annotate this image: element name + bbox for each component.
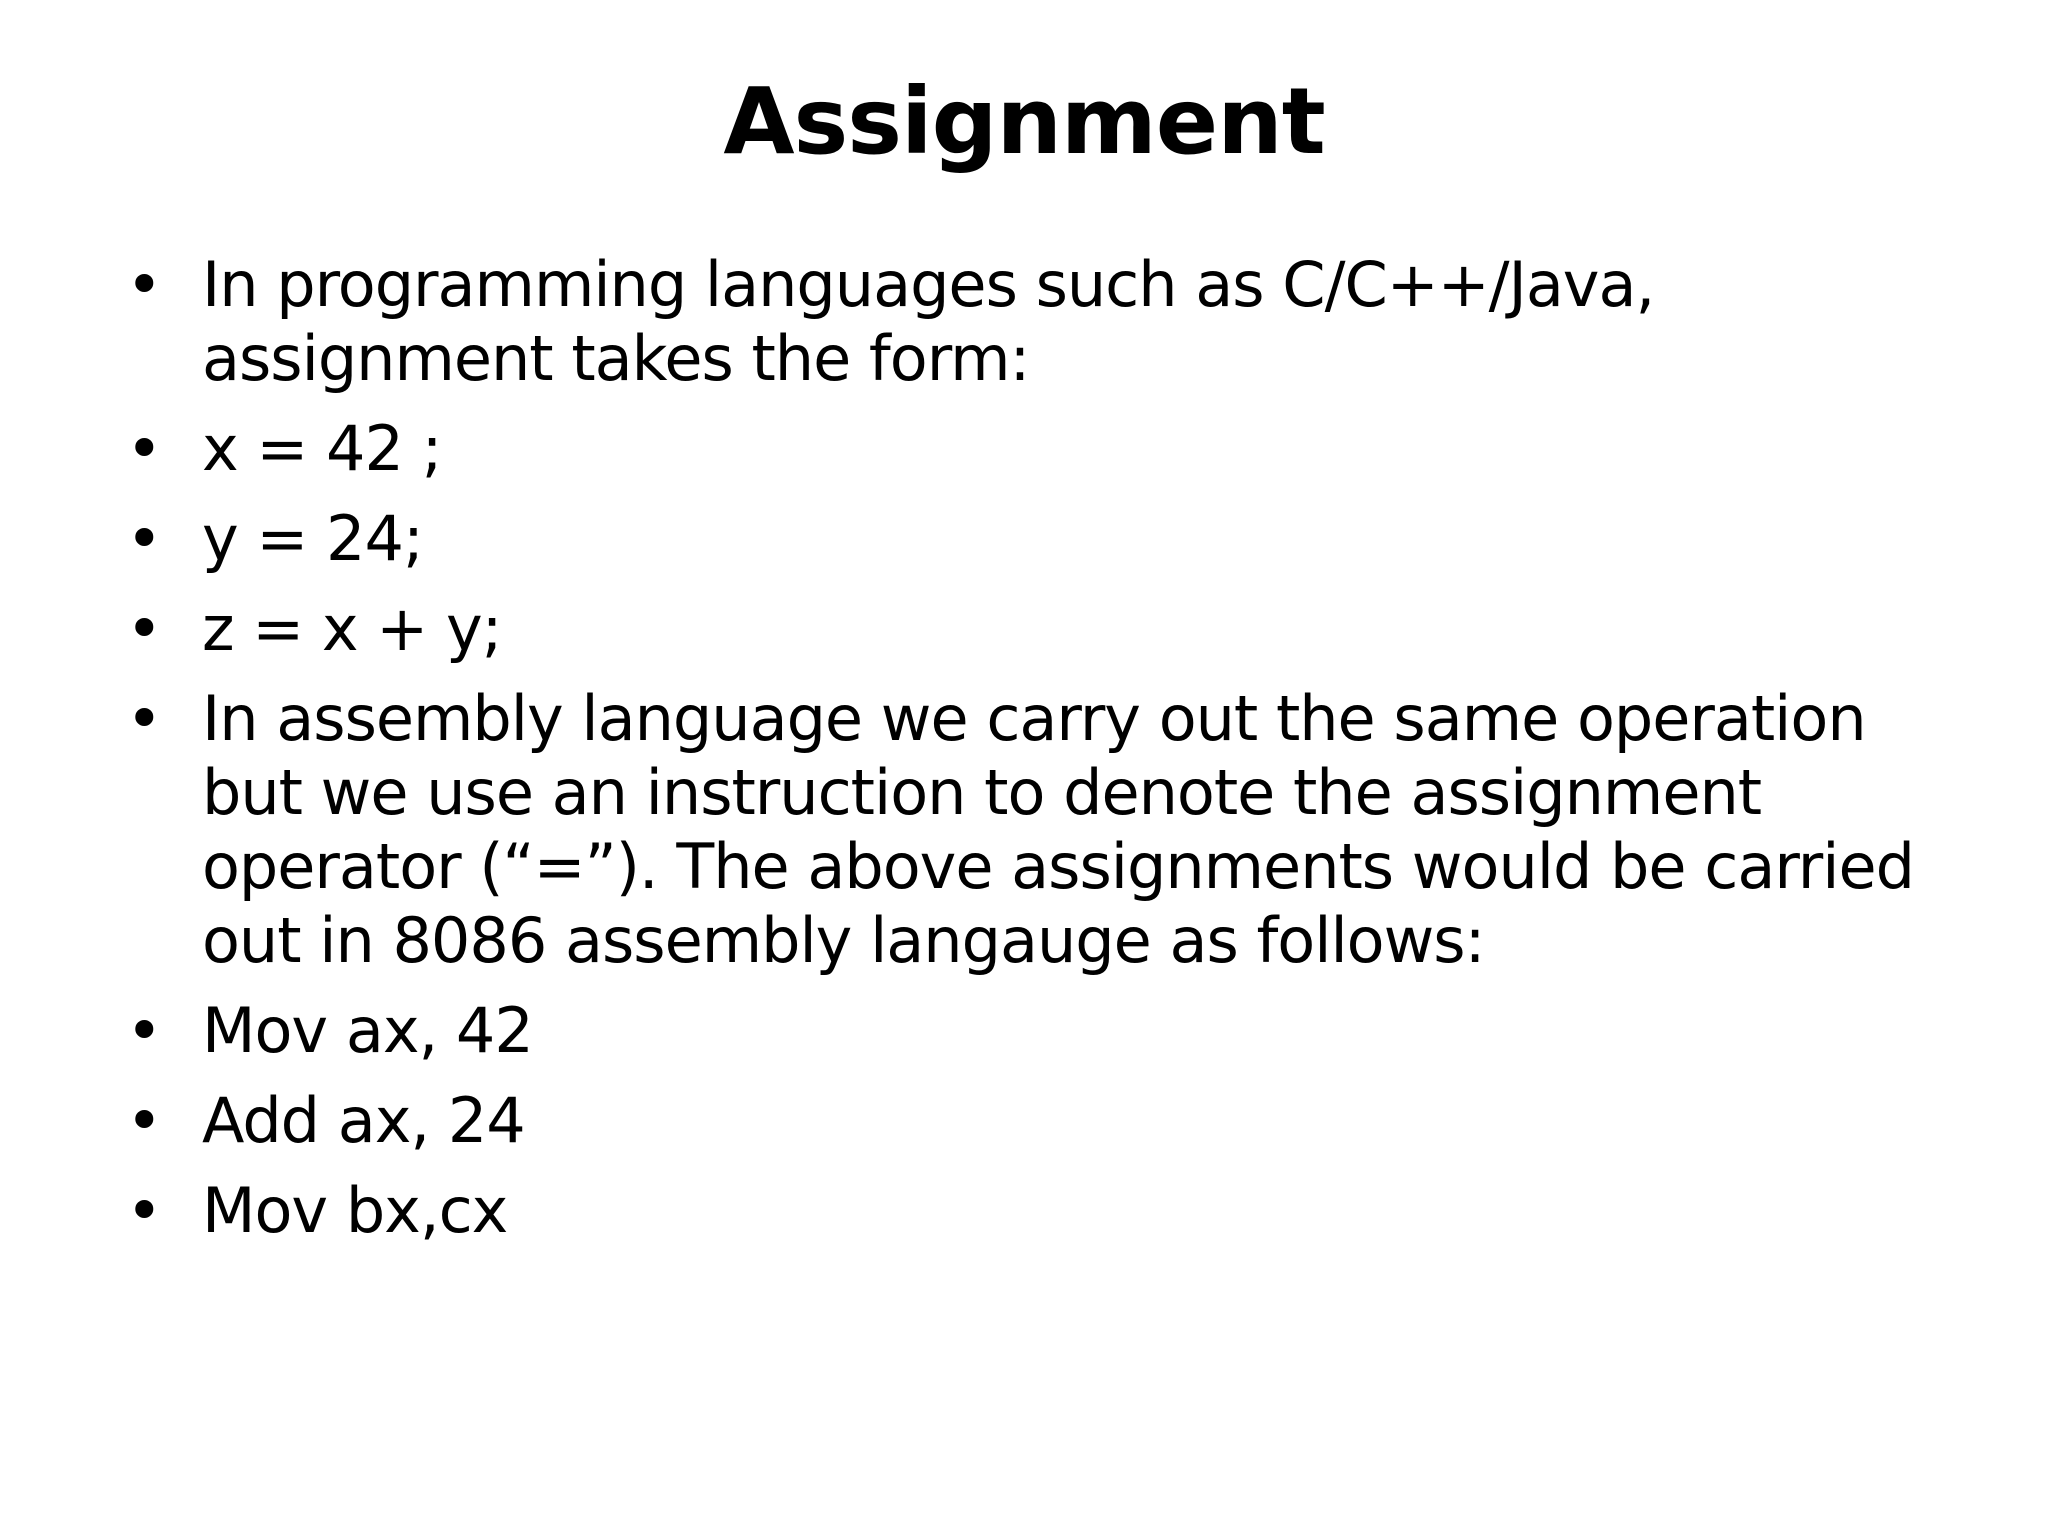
bullet-icon: • xyxy=(126,1084,162,1157)
bullet-icon: • xyxy=(126,682,162,755)
bullet-icon: • xyxy=(126,412,162,485)
bullet-text: Mov bx,cx xyxy=(202,1174,508,1247)
bullet-item xyxy=(0,1174,1942,1248)
bullet-text: z = x + y; xyxy=(202,592,502,665)
bullet-text: Mov ax, 42 xyxy=(202,994,533,1067)
bullet-icon: • xyxy=(126,1174,162,1247)
bullet-item xyxy=(0,682,1942,978)
bullet-text: Add ax, 24 xyxy=(202,1084,525,1157)
bullet-item xyxy=(0,502,1942,576)
bullet-text: In assembly language we carry out the same operation but we use an instruction to denote the assignment operator (“=”). The above assignments would be carried out in 8086 assembly langauge as follows: xyxy=(202,682,1914,977)
bullet-item xyxy=(0,412,1942,486)
bullet-list xyxy=(0,248,2048,1264)
bullet-icon: • xyxy=(126,502,162,575)
bullet-text: x = 42 ; xyxy=(202,412,442,485)
bullet-item xyxy=(0,248,1942,396)
bullet-text: In programming languages such as C/C++/Java, assignment takes the form: xyxy=(202,248,1655,395)
slide-title: Assignment xyxy=(723,68,1325,175)
bullet-item xyxy=(0,1084,1942,1158)
bullet-icon: • xyxy=(126,994,162,1067)
bullet-text: y = 24; xyxy=(202,502,423,575)
bullet-item xyxy=(0,994,1942,1068)
bullet-icon: • xyxy=(126,248,162,321)
bullet-item xyxy=(0,592,1942,666)
bullet-icon: • xyxy=(126,592,162,665)
